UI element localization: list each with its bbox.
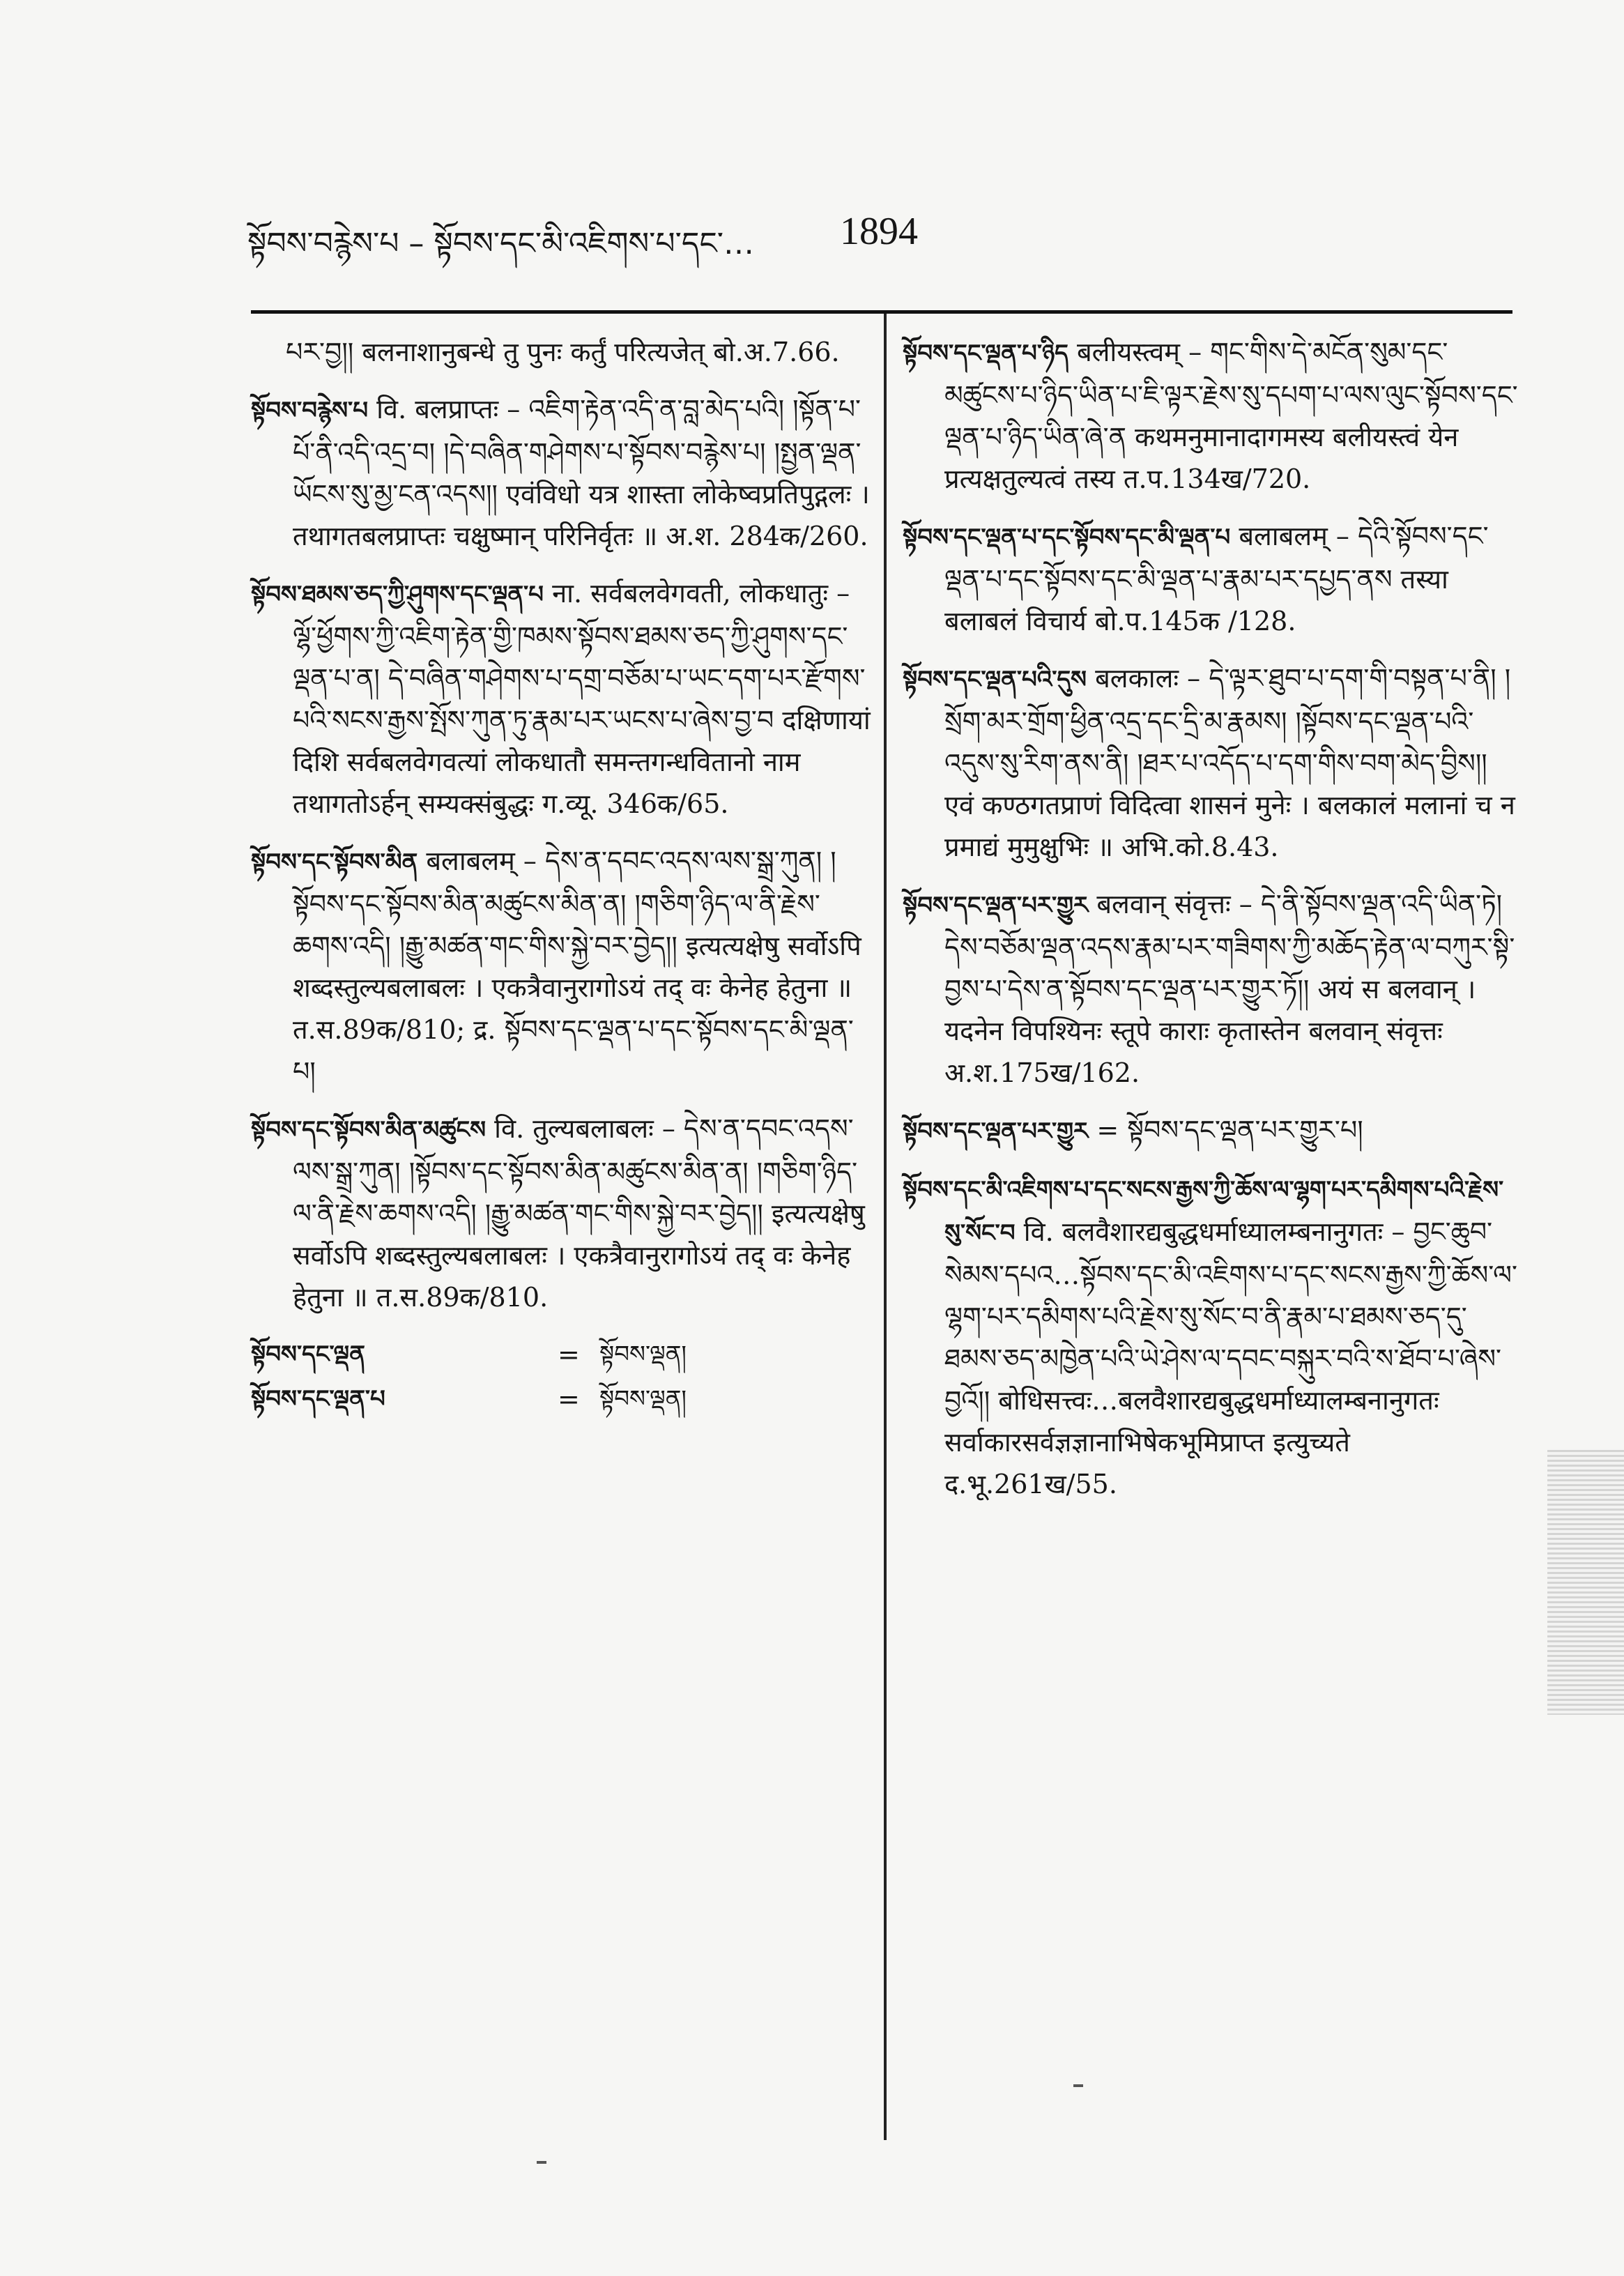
dictionary-entry <box>251 388 871 557</box>
headword: སྟོབས་དང་སྟོབས་མིན <box>251 848 418 876</box>
dictionary-entry <box>903 883 1523 1094</box>
xref-term: སྟོབས་དང་ལྡན་པ <box>251 1385 385 1413</box>
dictionary-entry <box>251 331 871 373</box>
headword: སྟོབས་དང་ལྡན་པའི་དུས <box>903 666 1087 694</box>
dictionary-entry <box>251 1108 871 1318</box>
entry-text: པར་བྱ།། बलनाशानुबन्धे तु पुनः कर्तुं परित्यजेत् बो.अ.7.66. <box>286 337 840 367</box>
dictionary-entry <box>903 1109 1523 1152</box>
entry-text: वि. बलप्राप्तः – འཇིག་རྟེན་འདི་ན་བླ་མེད་པའི། །སྟོན་པ་པོ་ནི་འདི་འདྲ་བ། །དེ་བཞིན་གཤེགས་པ་སྟོབས་བརྙེས་པ། །སྤྱན་ལྡན་ཡོངས་སུ་མྱ་ངན་འདས།། एवंविधो यत्र शास्ता लोकेष्वप्रतिपुद्गलः । तथागतबलप्राप्तः चक्षुष्मान् परिनिर्वृतः ॥ अ.श. 284क/260. <box>293 394 870 551</box>
entry-text: बलाबलम् – དེའི་སྟོབས་དང་ལྡན་པ་དང་སྟོབས་དང་མི་ལྡན་པ་རྣམ་པར་དཔྱད་ནས तस्या बलाबलं विचार्य बो.प.145क /128. <box>944 521 1489 636</box>
cross-reference <box>251 1334 871 1375</box>
dictionary-entry <box>903 1168 1523 1505</box>
column-divider <box>884 314 887 2140</box>
dictionary-entry <box>903 515 1523 642</box>
entry-text: बलाबलम् – དེས་ན་དབང་འདས་ལས་སྒྲ་ཀུན། །སྟོབས་དང་སྟོབས་མིན་མཚུངས་མིན་ན། །གཅིག་ཉིད་ལ་ནི་རྗེས་ཆགས་འདི། །རྒྱུ་མཚན་གང་གིས་སྐྱེ་བར་བྱེད།། इत्यत्यक्षेषु सर्वोऽपि शब्दस्तुल्यबलाबलः । एकत्रैवानुरागोऽयं तद् वः केनेह हेतुना ॥ त.स.89क/810; द्र. སྟོབས་དང་ལྡན་པ་དང་སྟོབས་དང་མི་ལྡན་པ། <box>293 846 861 1087</box>
scan-speck <box>1073 2084 1083 2087</box>
dictionary-entry <box>251 572 871 825</box>
entry-text: बलीयस्त्वम् – གང་གིས་དེ་མངོན་སུམ་དང་མཚུངས་པ་ཉིད་ཡིན་པ་ཇི་ལྟར་རྗེས་སུ་དཔག་པ་ལས་ལུང་སྟོབས་དང་ལྡན་པ་ཉིད་ཡིན་ཞེ་ན कथमनुमानादागमस्य बलीयस्त्वं येन प्रत्यक्षतुल्यत्वं तस्य त.प.134ख/720. <box>944 337 1518 494</box>
entry-text: बलवान् संवृत्तः – དེ་ནི་སྟོབས་ལྡན་འདི་ཡིན་ཏེ། དེས་བཅོམ་ལྡན་འདས་རྣམ་པར་གཟིགས་ཀྱི་མཆོད་རྟེན་ལ་བཀུར་སྟི་བྱས་པ་དེས་ན་སྟོབས་དང་ལྡན་པར་གྱུར་ཏོ།། अयं स बलवान् । यदनेन विपश्यिनः स्तूपे काराः कृतास्तेन बलवान् संवृत्तः अ.श.175ख/162. <box>944 889 1515 1088</box>
xref-sign: = <box>558 1384 580 1414</box>
scan-speck <box>537 2161 546 2164</box>
entry-text: वि. तुल्यबलाबलः – དེས་ན་དབང་འདས་ལས་སྒྲ་ཀུན། །སྟོབས་དང་སྟོབས་མིན་མཚུངས་མིན་ན། །གཅིག་ཉིད་ལ་ནི་རྗེས་ཆགས་འདི། །རྒྱུ་མཚན་གང་གིས་སྐྱེ་བར་བྱེད།། इत्यत्यक्षेषु सर्वोऽपि शब्दस्तुल्यबलाबलः । एकत्रैवानुरागोऽयं तद् वः केनेह हेतुना ॥ त.स.89क/810. <box>293 1113 865 1313</box>
entry-text: = སྟོབས་དང་ལྡན་པར་གྱུར་པ། <box>1096 1115 1363 1145</box>
entry-text: वि. बलवैशारद्यबुद्धधर्माध्यालम्बनानुगतः – བྱང་ཆུབ་སེམས་དཔའ…སྟོབས་དང་མི་འཇིགས་པ་དང་སངས་རྒྱས་ཀྱི་ཆོས་ལ་ལྷག་པར་དམིགས་པའི་རྗེས་སུ་སོང་བ་ནི་རྣམ་པ་ཐམས་ཅད་དུ་ཐམས་ཅད་མཁྱེན་པའི་ཡེ་ཤེས་ལ་དབང་བསྐུར་བའི་ས་ཐོབ་པ་ཞེས་བྱའོ།། बोधिसत्त्वः…बलवैशारद्यबुद्धधर्माध्यालम्बनानुगतः सर्वाकारसर्वज्ञज्ञानाभिषेकभूमिप्राप्त इत्युच्यते द.भू.261ख/55. <box>944 1216 1517 1499</box>
headword: སྟོབས་དང་སྟོབས་མིན་མཚུངས <box>251 1116 487 1144</box>
dictionary-entry <box>903 331 1523 500</box>
xref-sign: = <box>558 1339 580 1370</box>
headword: སྟོབས་བརྙེས་པ <box>251 397 368 425</box>
header-guide-words: སྟོབས་བརྙེས་པ – སྟོབས་དང་མི་འཇིགས་པ་དང་… <box>247 226 754 261</box>
headword: སྟོབས་དང་ལྡན་པར་གྱུར <box>903 892 1089 919</box>
scan-edge-artifact <box>1547 1450 1624 1715</box>
dictionary-entry <box>251 840 871 1092</box>
xref-target: སྟོབས་ལྡན། <box>599 1385 687 1413</box>
xref-target: སྟོབས་ལྡན། <box>599 1341 687 1368</box>
left-column <box>251 331 871 1423</box>
running-header <box>247 209 918 296</box>
headword: སྟོབས་དང་མི་འཇིགས་པ་དང་སངས་རྒྱས་ཀྱི་ཆོས་ལ་ལྷག་པར་དམིགས་པའི་རྗེས་སུ་སོང་བ <box>903 1176 1504 1247</box>
header-rule <box>251 310 1512 314</box>
right-column <box>903 331 1523 1520</box>
page-number: 1894 <box>840 210 918 253</box>
headword: སྟོབས་ཐམས་ཅད་ཀྱི་ཤུགས་དང་ལྡན་པ <box>251 581 544 609</box>
entry-text: बलकालः – དེ་ལྟར་ཐུབ་པ་དག་གི་བསྟན་པ་ནི། །སྲོག་མར་གྲོག་ཕྱིན་འདྲ་དང་དྲི་མ་རྣམས། །སྟོབས་དང་ལྡན་པའི་འདུས་སུ་རིག་ནས་ནི། །ཐར་པ་འདོད་པ་དག་གིས་བག་མེད་བྱིས།། एवं कण्ठगतप्राणं विदित्वा शासनं मुनेः । बलकालं मलानां च न प्रमाद्यं मुमुक्षुभिः ॥ अभि.को.8.43. <box>944 663 1515 862</box>
cross-reference <box>251 1378 871 1420</box>
xref-term: སྟོབས་དང་ལྡན <box>251 1341 365 1368</box>
dictionary-entry <box>903 657 1523 868</box>
headword: སྟོབས་དང་ལྡན་པ་ཉིད <box>903 339 1068 367</box>
headword: སྟོབས་དང་ལྡན་པར་གྱུར <box>903 1117 1089 1145</box>
entry-text: ना. सर्वबलवेगवती, लोकधातुः – ལྷོ་ཕྱོགས་ཀྱི་འཇིག་རྟེན་གྱི་ཁམས་སྟོབས་ཐམས་ཅད་ཀྱི་ཤུགས་དང་ལྡན་པ་ན། དེ་བཞིན་གཤེགས་པ་དགྲ་བཅོམ་པ་ཡང་དག་པར་རྫོགས་པའི་སངས་རྒྱས་སྤོས་ཀུན་ཏུ་རྣམ་པར་ཡངས་པ་ཞེས་བྱ་བ दक्षिणायां दिशि सर्वबलवेगवत्यां लोकधातौ समन्तगन्धवितानो नाम तथागतोऽर्हन् सम्यक्संबुद्धः ग.व्यू. 346क/65. <box>293 578 871 819</box>
headword: སྟོབས་དང་ལྡན་པ་དང་སྟོབས་དང་མི་ལྡན་པ <box>903 524 1231 551</box>
